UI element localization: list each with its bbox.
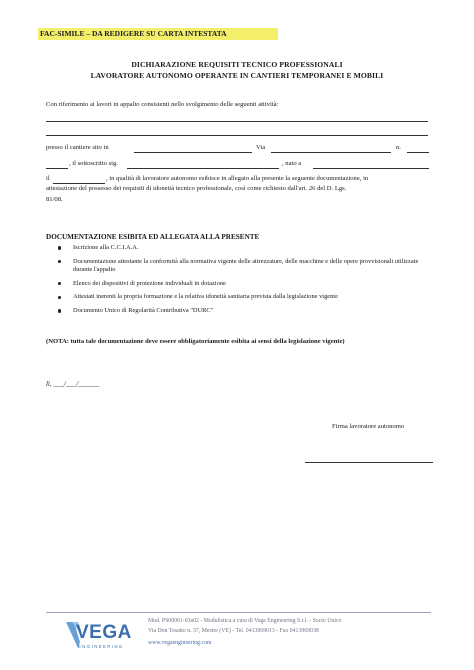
bullet-icon <box>58 260 61 263</box>
number-field <box>407 152 429 153</box>
list-item: Documentazione attestante la conformità alla normativa vigente delle attrezzature, delle macchine e delle opere provvisionali utilizzate durante l'appalto <box>58 258 438 275</box>
logo-tagline: ENGINEERING <box>78 644 124 649</box>
documentation-heading: DOCUMENTAZIONE ESIBITA ED ALLEGATA ALLA PRESENTE <box>46 233 260 241</box>
date-prefix: il <box>46 175 50 182</box>
list-item: Iscrizione alla C.C.I.A.A. <box>58 244 438 253</box>
footer-divider <box>46 612 431 613</box>
documentation-list <box>58 244 438 321</box>
site-label: presso il cantiere sito in <box>46 144 109 151</box>
logo-wordmark: VEGA <box>76 622 132 643</box>
street-field <box>271 152 391 153</box>
list-item: Attestati inerenti la propria formazione e la relativa idoneità sanitaria prevista dalla legislazione vigente <box>58 293 438 302</box>
attestation-text: attestazione del possesso dei requisiti di idoneità tecnico professionale, così come richiesto dall'art. 26 del D. Lgs. <box>46 185 347 192</box>
bullet-icon <box>58 246 61 249</box>
footer-line-2: Via Don Tosatto n. 37, Mestre (VE) - Tel. 0413969013 - Fax 0413969038 <box>148 628 319 634</box>
bullet-icon <box>58 309 61 312</box>
intro-text: Con riferimento ai lavori in appalto consistenti nello svolgimento delle seguenti attività: <box>46 101 279 108</box>
signature-label: Firma lavoratore autonomo <box>332 423 405 430</box>
list-item: Elenco dei dispositivi di protezione individuali in dotazione <box>58 280 438 289</box>
document-subtitle: LAVORATORE AUTONOMO OPERANTE IN CANTIERI TEMPORANEI E MOBILI <box>90 71 384 80</box>
signature-field <box>305 462 433 463</box>
decree-text: 81/08. <box>46 196 63 203</box>
birthplace-field <box>313 168 429 169</box>
city-field <box>46 168 68 169</box>
born-label: , nato a <box>282 160 302 167</box>
signatory-field <box>127 168 279 169</box>
activity-line-1 <box>46 121 428 122</box>
fac-simile-banner: FAC-SIMILE – DA REDIGERE SU CARTA INTESTATA <box>38 28 278 40</box>
capacity-text: , in qualità di lavoratore autonomo esibisce in allegato alla presente la seguente documentazione, in <box>106 175 369 182</box>
activity-line-2 <box>46 135 428 136</box>
bullet-icon <box>58 296 61 299</box>
date-line: lì, ___/___/______ <box>46 380 100 388</box>
birthdate-field <box>53 183 105 184</box>
list-item: Documento Unico di Regolarità Contributiva "DURC" <box>58 307 438 316</box>
document-title: DICHIARAZIONE REQUISITI TECNICO PROFESSIONALI <box>131 60 343 69</box>
site-field <box>134 152 252 153</box>
footer-line-1: Mod. PS00001-03a02 - Modulistica a cura di Vega Engineering S.r.l. - Socio Unico <box>148 618 342 624</box>
signatory-label: , il sottoscritto sig. <box>69 160 118 167</box>
footer-website-link[interactable]: www.vegaengineering.com <box>148 640 212 646</box>
bullet-icon <box>58 282 61 285</box>
vega-logo <box>64 618 134 654</box>
note-text: (NOTA: tutta tale documentazione deve essere obbligatoriamente esibita ai sensi della legislazione vigente) <box>46 338 345 345</box>
number-label: n. <box>396 144 401 151</box>
street-label: Via <box>256 144 266 151</box>
